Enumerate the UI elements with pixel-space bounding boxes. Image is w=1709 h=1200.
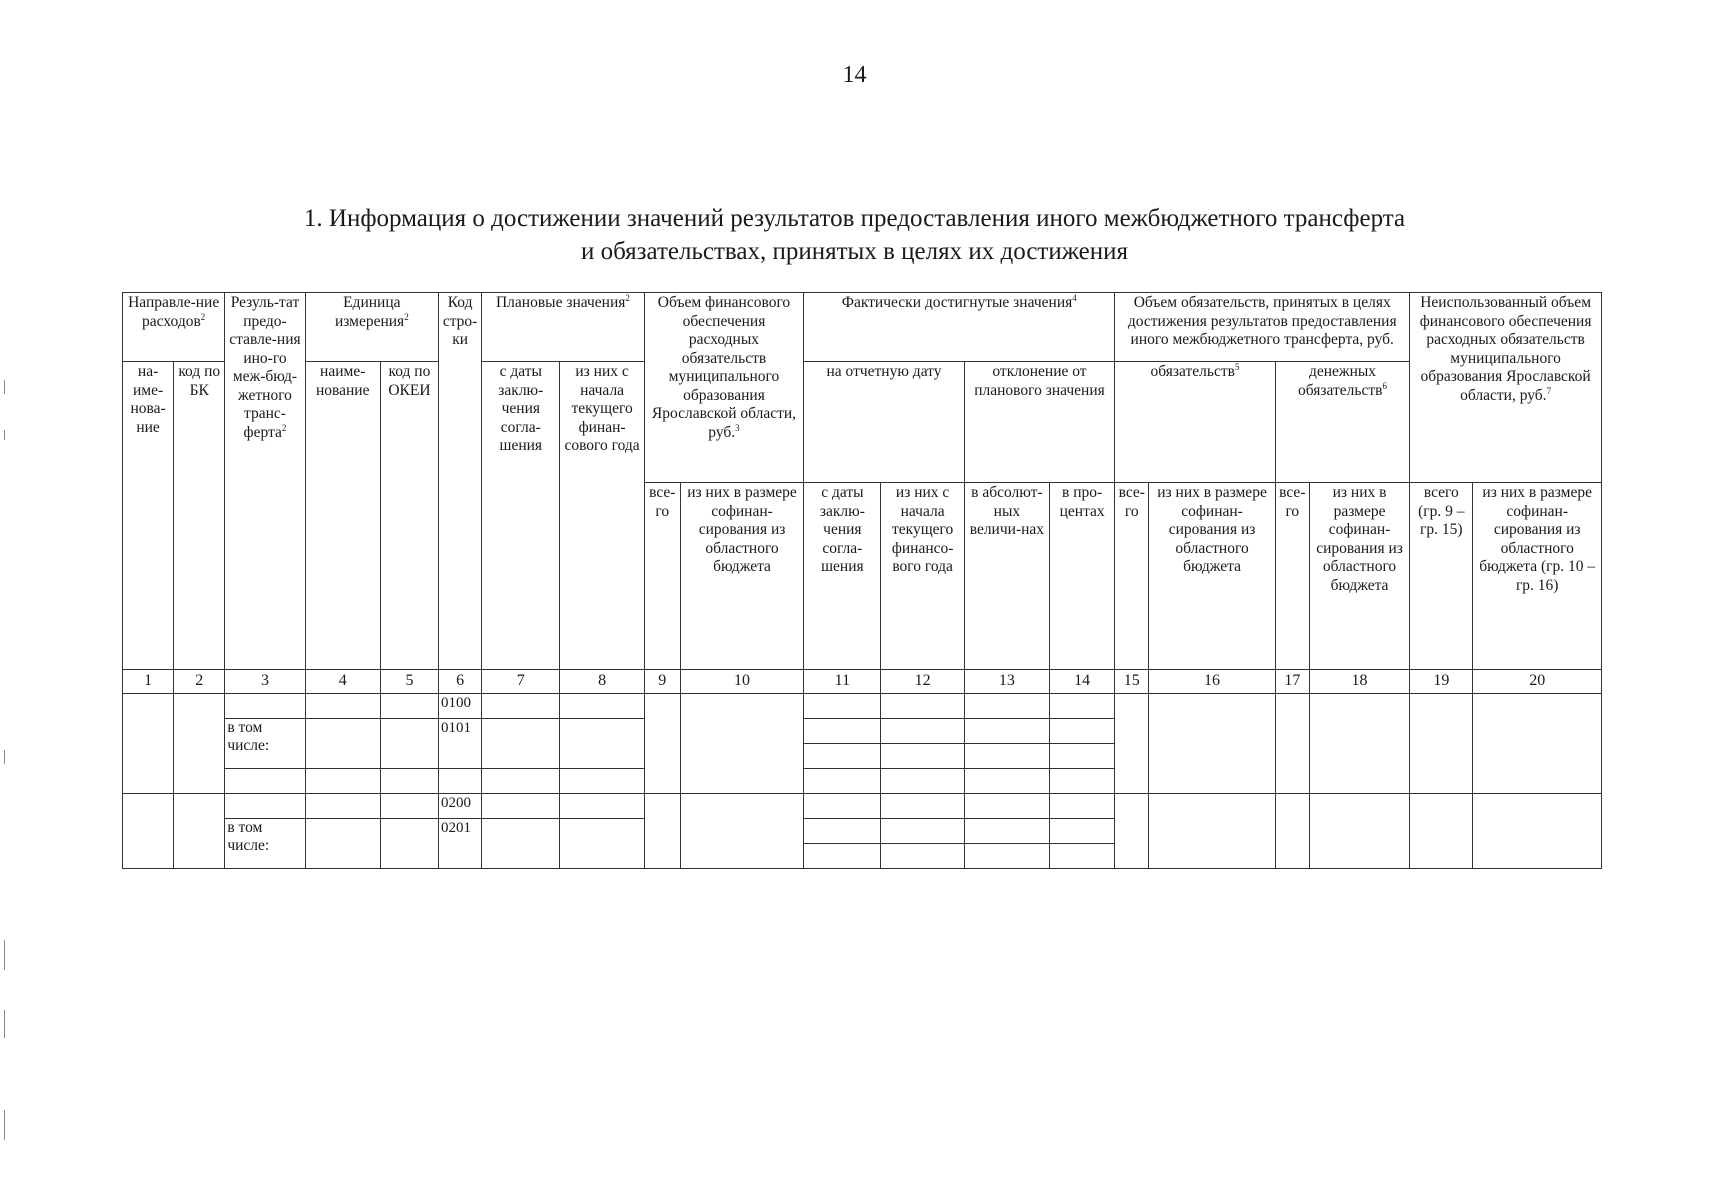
header-planned-current-year: из них с начала текущего финан-сового года [560,362,644,670]
column-number: 11 [804,670,881,694]
header-row-2 [123,362,1602,483]
header-actual-reporting-date: на отчетную дату [804,362,965,483]
cell [804,718,881,743]
column-number: 15 [1115,670,1149,694]
table-row [123,793,1602,818]
cell [1149,793,1275,868]
header-obligations-total-cofinancing: из них в размере софинан-сирования из областного бюджета [1149,483,1275,670]
cell [1149,693,1275,793]
cell [1050,718,1115,743]
cell [174,793,225,868]
section-title [100,202,1609,268]
cell [1309,793,1409,868]
cell [1410,793,1473,868]
header-monetary-all: все-го [1275,483,1309,670]
cell [560,768,644,793]
cell [225,693,305,718]
cell [1115,693,1149,793]
cell [305,693,380,718]
header-obligations-total-all: все-го [1115,483,1149,670]
column-number: 4 [305,670,380,694]
cell [1473,793,1602,868]
header-deviation-percent: в про-центах [1050,483,1115,670]
column-number: 8 [560,670,644,694]
scan-edge-mark [4,940,5,970]
cell [1050,693,1115,718]
title-line-2: и обязательствах, принятых в целях их достижения [580,238,1129,265]
cell [225,768,305,793]
cell [380,793,438,818]
scan-edge-mark [4,750,5,764]
scan-edge-mark [4,380,5,394]
column-number: 10 [680,670,803,694]
cell [964,793,1049,818]
header-obligations-monetary: денежных обязательств$^6$ [1275,362,1409,483]
cell [560,718,644,768]
cell [1050,743,1115,768]
cell [881,693,964,718]
header-obligations-total: обязательств$^5$ [1115,362,1276,483]
cell [380,693,438,718]
cell [482,818,560,868]
cell [964,743,1049,768]
header-unit: Единица измерения$^2$ [305,293,438,362]
header-unit-code: код по ОКЕИ [380,362,438,670]
cell [881,843,964,868]
header-financing-total: все-го [644,483,680,670]
header-deviation-absolute: в абсолют-ных величи-нах [964,483,1049,670]
cell [804,768,881,793]
column-number-row [123,670,1602,694]
header-obligations: Объем обязательств, принятых в целях достижения результатов предоставления иного межбюджетного трансферта, руб. [1115,293,1410,362]
cell [964,843,1049,868]
cell [560,693,644,718]
table-row [123,693,1602,718]
cell [560,818,644,868]
header-planned-from-agreement: с даты заклю-чения согла-шения [482,362,560,670]
cell [482,768,560,793]
cell [804,693,881,718]
cell [560,793,644,818]
cell [804,743,881,768]
header-direction: Направле-ние расходов$^2$ [123,293,225,362]
header-financing: Объем финансового обеспечения расходных обязательств муниципального образования Ярославской области, руб.$^3$ [644,293,804,483]
header-unit-name: наиме-нование [305,362,380,670]
cell [1275,793,1309,868]
cell [1410,693,1473,793]
column-number: 6 [439,670,482,694]
header-direction-code: код по БК [174,362,225,670]
column-number: 7 [482,670,560,694]
cell [804,843,881,868]
column-number: 13 [964,670,1049,694]
cell [881,768,964,793]
cell [305,768,380,793]
cell [482,718,560,768]
cell [380,718,438,768]
results-table [122,292,1602,869]
line-code: 0101 [439,718,482,768]
scan-edge-mark [4,430,5,440]
header-actual-current-year: из них с начала текущего финансо-вого года [881,483,964,670]
cell [804,793,881,818]
column-number: 19 [1410,670,1473,694]
cell [123,693,174,793]
cell [881,718,964,743]
cell [644,793,680,868]
cell [964,693,1049,718]
including-label: в том числе: [225,718,305,768]
column-number: 2 [174,670,225,694]
cell [380,818,438,868]
cell [439,768,482,793]
header-actual-from-agreement: с даты заклю-чения согла-шения [804,483,881,670]
column-number: 17 [1275,670,1309,694]
column-number: 9 [644,670,680,694]
cell [804,818,881,843]
cell [1473,693,1602,793]
header-monetary-cofinancing: из них в размере софинан-сирования из областного бюджета [1309,483,1409,670]
header-unused-total: всего (гр. 9 – гр. 15) [1410,483,1473,670]
cell [305,818,380,868]
header-planned: Плановые значения$^2$ [482,293,645,362]
cell [1050,818,1115,843]
including-label: в том числе: [225,818,305,868]
header-financing-cofinancing: из них в размере софинан-сирования из областного бюджета [680,483,803,670]
cell [1050,843,1115,868]
header-result: Резуль-тат предо-ставле-ния ино-го меж-бюд-жетного транс-ферта$^2$ [225,293,305,670]
cell [680,793,803,868]
cell [964,818,1049,843]
page-number: 14 [842,62,867,88]
cell [380,768,438,793]
column-number: 12 [881,670,964,694]
scan-edge-mark [4,1110,5,1140]
cell [123,793,174,868]
line-code: 0201 [439,818,482,868]
column-number: 3 [225,670,305,694]
cell [1050,768,1115,793]
column-number: 20 [1473,670,1602,694]
cell [1275,693,1309,793]
cell [482,693,560,718]
cell [964,718,1049,743]
header-actual-deviation: отклонение от планового значения [964,362,1114,483]
title-line-1: 1. Информация о достижении значений результатов предоставления иного межбюджетного трансферта [303,205,1406,232]
line-code: 0200 [439,793,482,818]
header-line-code: Код стро-ки [439,293,482,670]
cell [680,693,803,793]
cell [305,793,380,818]
cell [964,768,1049,793]
column-number: 16 [1149,670,1275,694]
header-direction-name: на-име-нова-ние [123,362,174,670]
header-actual: Фактически достигнутые значения$^4$ [804,293,1115,362]
cell [881,743,964,768]
cell [881,793,964,818]
column-number: 14 [1050,670,1115,694]
column-number: 5 [380,670,438,694]
scan-edge-mark [4,1010,5,1038]
header-unused: Неиспользованный объем финансового обеспечения расходных обязательств муниципального образования Ярославской области, руб.$^7$ [1410,293,1602,483]
column-number: 18 [1309,670,1409,694]
cell [1115,793,1149,868]
column-number: 1 [123,670,174,694]
header-row-1 [123,293,1602,362]
cell [225,793,305,818]
cell [1050,793,1115,818]
cell [644,693,680,793]
cell [881,818,964,843]
cell [1309,693,1409,793]
header-unused-cofinancing: из них в размере софинан-сирования из областного бюджета (гр. 10 – гр. 16) [1473,483,1602,670]
cell [482,793,560,818]
cell [305,718,380,768]
line-code: 0100 [439,693,482,718]
cell [174,693,225,793]
